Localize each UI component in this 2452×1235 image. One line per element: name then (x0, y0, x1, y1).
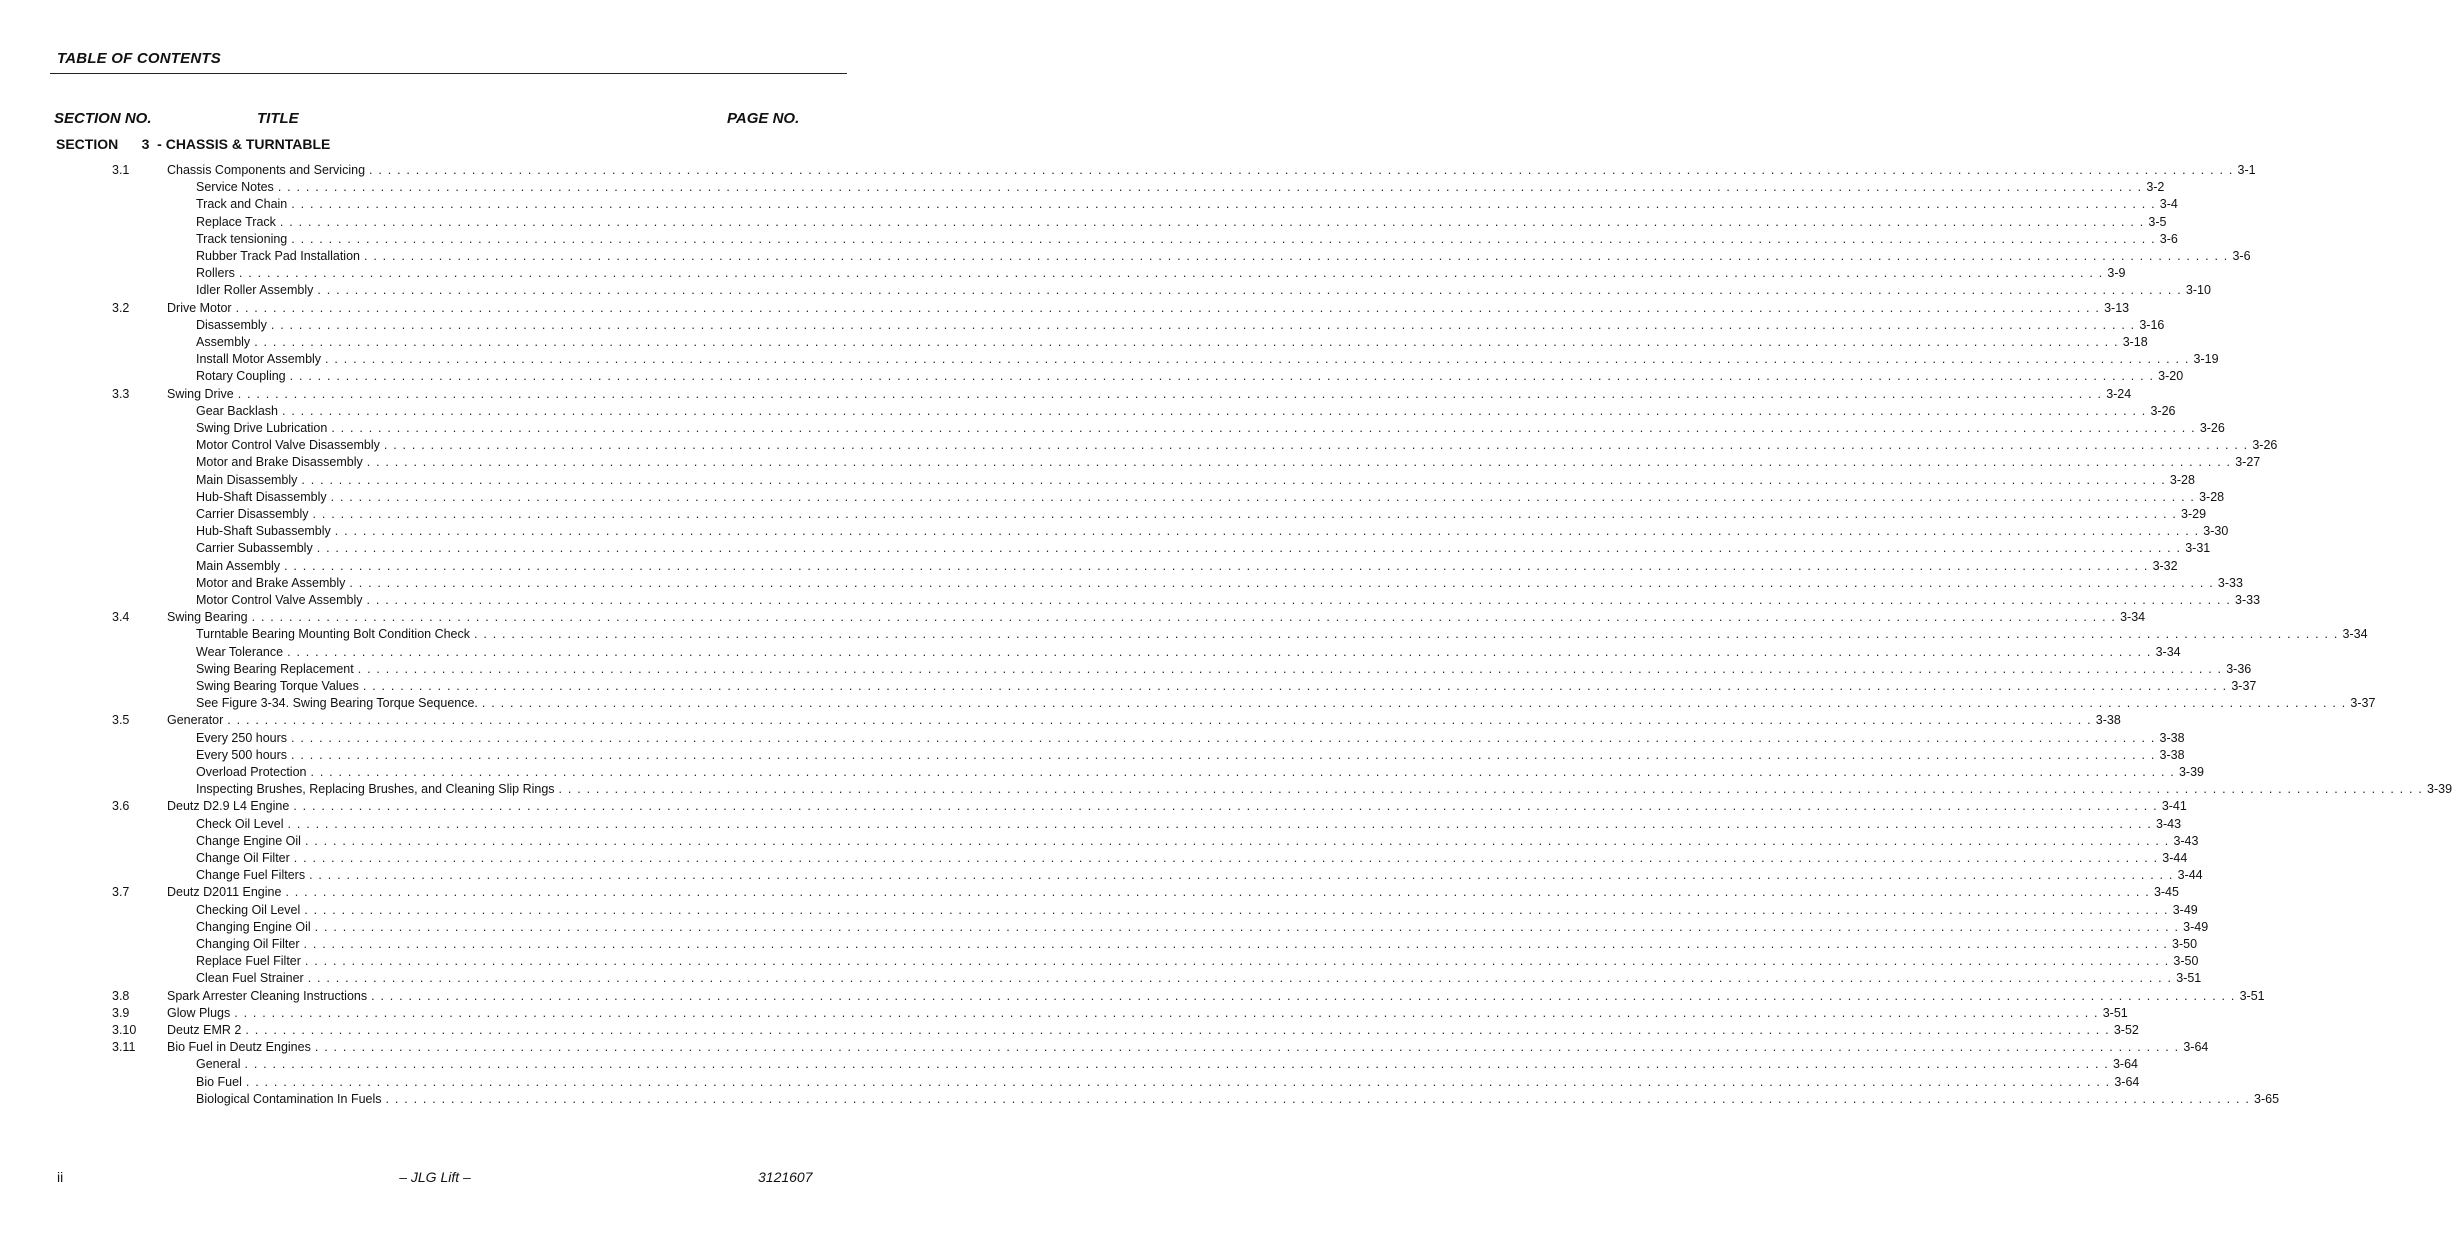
toc-leader-dots: . . . . . . . . . . . . . . . . . . . . . . . . . . . . . . . . . . . . . . . . . . . . . . . . . . . . . . . . . . . . . . . . . . . . . . . . . . . . . . . . . . . . . . . . . . . . . . . . . . . . . . . . . . . . . . . . . . . . . . . . . . . . . . . . . . . . . . . . . . . . . . . . . . . . . . . . . . . . . . . . . . . . . . . . . . . . . . . . . . . . . . . . . . . . . . . . . . . . . . . . (244, 1057, 2109, 1072)
toc-entry-title: Deutz EMR 2 (167, 1022, 245, 1039)
section-label: SECTION (56, 136, 119, 152)
toc-entry-page: 3-39 (2178, 765, 2205, 779)
toc-entry-title: Rotary Coupling (196, 368, 290, 385)
footer-publisher: – JLG Lift – (399, 1169, 471, 1185)
toc-entry-title: Swing Bearing Torque Values (196, 678, 363, 695)
toc-leader-dots: . . . . . . . . . . . . . . . . . . . . . . . . . . . . . . . . . . . . . . . . . . . . . . . . . . . . . . . . . . . . . . . . . . . . . . . . . . . . . . . . . . . . . . . . . . . . . . . . . . . . . . . . . . . . . . . . . . . . . . . . . . . . . . . . . . . . . . . . . . . . . . . . . . . . . . . . . . . . . . . . . . . . . . . . . . . . . . . . . . . . . . . . . . . . . . . . . . . . . . . . (481, 696, 2347, 711)
toc-entry[interactable] (0, 351, 2219, 368)
toc-entry[interactable] (0, 902, 2198, 919)
toc-entry-number: 3.11 (112, 1040, 136, 1055)
toc-leader-dots: . . . . . . . . . . . . . . . . . . . . . . . . . . . . . . . . . . . . . . . . . . . . . . . . . . . . . . . . . . . . . . . . . . . . . . . . . . . . . . . . . . . . . . . . . . . . . . . . . . . . . . . . . . . . . . . . . . . . . . . . . . . . . . . . . . . . . . . . . . . . . . . . . . . . . . . . . . . . . . . . . . . . . . . . . . . . . . . . . . . . . . . . . . . . . . . . . . . . . . . . (303, 937, 2169, 951)
toc-leader-dots: . . . . . . . . . . . . . . . . . . . . . . . . . . . . . . . . . . . . . . . . . . . . . . . . . . . . . . . . . . . . . . . . . . . . . . . . . . . . . . . . . . . . . . . . . . . . . . . . . . . . . . . . . . . . . . . . . . . . . . . . . . . . . . . . . . . . . . . . . . . . . . . . . . . . . . . . . . . . . . . . . . . . . . . . . . . . . . . . . . . . . . . . . . . . . . . . . . . . . . . . (227, 713, 2092, 728)
toc-entry-page: 3-13 (2104, 300, 2130, 315)
footer-document-number: 3121607 (758, 1169, 813, 1185)
toc-entry[interactable] (0, 747, 2185, 764)
toc-entry-page: 3-44 (2177, 868, 2203, 883)
toc-leader-dots: . . . . . . . . . . . . . . . . . . . . . . . . . . . . . . . . . . . . . . . . . . . . . . . . . . . . . . . . . . . . . . . . . . . . . . . . . . . . . . . . . . . . . . . . . . . . . . . . . . . . . . . . . . . . . . . . . . . . . . . . . . . . . . . . . . . . . . . . . . . . . . . . . . . . . . . . . . . . . . . . . . . . . . . . . . . . . . . . . . . . . . . . . . . . . . . . . . . . . . . . (284, 558, 2149, 573)
toc-entry[interactable] (0, 248, 2251, 265)
toc-entry-page: 3-10 (2185, 283, 2211, 298)
toc-entry-title: Changing Oil Filter (196, 936, 304, 953)
toc-entry[interactable] (0, 1005, 2128, 1022)
toc-entry-page: 3-41 (2161, 799, 2187, 814)
toc-entry[interactable] (0, 953, 2199, 970)
toc-leader-dots: . . . . . . . . . . . . . . . . . . . . . . . . . . . . . . . . . . . . . . . . . . . . . . . . . . . . . . . . . . . . . . . . . . . . . . . . . . . . . . . . . . . . . . . . . . . . . . . . . . . . . . . . . . . . . . . . . . . . . . . . . . . . . . . . . . . . . . . . . . . . . . . . . . . . . . . . . . . . . . . . . . . . . . . . . . . . . . . . . . . . . . . . . . . . . . . . . . . . . . . . (558, 782, 2424, 797)
toc-entry-page: 3-50 (2173, 954, 2199, 969)
toc-entry[interactable] (0, 300, 2130, 317)
toc-entry[interactable] (0, 970, 2202, 987)
toc-entry-title: Track tensioning (196, 231, 291, 248)
footer-page-number: ii (57, 1169, 64, 1185)
toc-entry-number: 3.9 (112, 1005, 130, 1020)
toc-entry[interactable] (0, 884, 2179, 901)
toc-entry[interactable] (0, 867, 2203, 884)
toc-entry-title: Track and Chain (196, 196, 291, 213)
toc-entry-title: Generator (167, 712, 227, 729)
toc-leader-dots: . . . . . . . . . . . . . . . . . . . . . . . . . . . . . . . . . . . . . . . . . . . . . . . . . . . . . . . . . . . . . . . . . . . . . . . . . . . . . . . . . . . . . . . . . . . . . . . . . . . . . . . . . . . . . . . . . . . . . . . . . . . . . . . . . . . . . . . . . . . . . . . . . . . . . . . . . . . . . . . . . . . . . . . . . . . . . . . . . . . . . . . . . . . . . . . . . . . . . . . . (245, 1074, 2111, 1089)
toc-leader-dots: . . . . . . . . . . . . . . . . . . . . . . . . . . . . . . . . . . . . . . . . . . . . . . . . . . . . . . . . . . . . . . . . . . . . . . . . . . . . . . . . . . . . . . . . . . . . . . . . . . . . . . . . . . . . . . . . . . . . . . . . . . . . . . . . . . . . . . . . . . . . . . . . . . . . . . . . . . . . . . . . . . . . . . . . . . . . . . . . . . . . . . . . . . . . . . . . . . . . . . . . (234, 1005, 2099, 1020)
toc-entry[interactable] (0, 1074, 2140, 1091)
toc-entry-page: 3-6 (2159, 231, 2178, 246)
toc-entry-page: 3-30 (2203, 524, 2229, 539)
toc-entry[interactable] (0, 1039, 2209, 1056)
toc-leader-dots: . . . . . . . . . . . . . . . . . . . . . . . . . . . . . . . . . . . . . . . . . . . . . . . . . . . . . . . . . . . . . . . . . . . . . . . . . . . . . . . . . . . . . . . . . . . . . . . . . . . . . . . . . . . . . . . . . . . . . . . . . . . . . . . . . . . . . . . . . . . . . . . . . . . . . . . . . . . . . . . . . . . . . . . . . . . . . . . . . . . . . . . . . . . . . . . . . . . . . . . . (314, 1040, 2180, 1055)
toc-leader-dots: . . . . . . . . . . . . . . . . . . . . . . . . . . . . . . . . . . . . . . . . . . . . . . . . . . . . . . . . . . . . . . . . . . . . . . . . . . . . . . . . . . . . . . . . . . . . . . . . . . . . . . . . . . . . . . . . . . . . . . . . . . . . . . . . . . . . . . . . . . . . . . . . . . . . . . . . . . . . . . . . . . . . . . . . . . . . . . . . . . . . . . . . . . . . . . . . . . . . . . . . (301, 472, 2166, 487)
toc-entry-title: Drive Motor (167, 300, 236, 317)
toc-entry-title: Hub-Shaft Disassembly (196, 489, 331, 506)
toc-entry-title: Bio Fuel in Deutz Engines (167, 1039, 315, 1056)
toc-entry[interactable] (0, 850, 2188, 867)
toc-entry-page: 3-64 (2112, 1057, 2139, 1072)
toc-leader-dots: . . . . . . . . . . . . . . . . . . . . . . . . . . . . . . . . . . . . . . . . . . . . . . . . . . . . . . . . . . . . . . . . . . . . . . . . . . . . . . . . . . . . . . . . . . . . . . . . . . . . . . . . . . . . . . . . . . . . . . . . . . . . . . . . . . . . . . . . . . . . . . . . . . . . . . . . . . . . . . . . . . . . . . . . . . . . . . . . . . . . . . . . . . . . . . . . . . . . . . . . (304, 902, 2169, 917)
toc-entry-page: 3-39 (2427, 782, 2452, 797)
toc-entry-title: Motor Control Valve Disassembly (196, 437, 384, 454)
toc-entry[interactable] (0, 592, 2261, 609)
toc-entry-page: 3-49 (2183, 919, 2209, 934)
toc-entry-number: 3.8 (112, 988, 130, 1003)
toc-entry-title: Hub-Shaft Subassembly (196, 523, 335, 540)
toc-leader-dots: . . . . . . . . . . . . . . . . . . . . . . . . . . . . . . . . . . . . . . . . . . . . . . . . . . . . . . . . . . . . . . . . . . . . . . . . . . . . . . . . . . . . . . . . . . . . . . . . . . . . . . . . . . . . . . . . . . . . . . . . . . . . . . . . . . . . . . . . . . . . . . . . . . . . . . . . . . . . . . . . . . . . . . . . . . . . . . . . . . . . . . . . . . . . . . . . . . . . . . . . (366, 593, 2231, 607)
toc-leader-dots: . . . . . . . . . . . . . . . . . . . . . . . . . . . . . . . . . . . . . . . . . . . . . . . . . . . . . . . . . . . . . . . . . . . . . . . . . . . . . . . . . . . . . . . . . . . . . . . . . . . . . . . . . . . . . . . . . . . . . . . . . . . . . . . . . . . . . . . . . . . . . . . . . . . . . . . . . . . . . . . . . . . . . . . . . . . . . . . . . . . . . . . . . . . . . . . . . . . . . . . . (251, 610, 2117, 625)
toc-entry[interactable] (0, 403, 2176, 420)
toc-entry-title: Motor Control Valve Assembly (196, 592, 367, 609)
toc-leader-dots: . . . . . . . . . . . . . . . . . . . . . . . . . . . . . . . . . . . . . . . . . . . . . . . . . . . . . . . . . . . . . . . . . . . . . . . . . . . . . . . . . . . . . . . . . . . . . . . . . . . . . . . . . . . . . . . . . . . . . . . . . . . . . . . . . . . . . . . . . . . . . . . . . . . . . . . . . . . . . . . . . . . . . . . . . . . . . . . . . . . . . . . . . . . . . . . . . . . . . . . . (316, 541, 2182, 556)
toc-entry[interactable] (0, 489, 2225, 506)
toc-entry-number: 3.4 (112, 610, 130, 625)
section-title: - CHASSIS & TURNTABLE (157, 136, 331, 152)
toc-entry-title: General (196, 1056, 244, 1073)
toc-entry-page: 3-51 (2176, 971, 2202, 986)
toc-leader-dots: . . . . . . . . . . . . . . . . . . . . . . . . . . . . . . . . . . . . . . . . . . . . . . . . . . . . . . . . . . . . . . . . . . . . . . . . . . . . . . . . . . . . . . . . . . . . . . . . . . . . . . . . . . . . . . . . . . . . . . . . . . . . . . . . . . . . . . . . . . . . . . . . . . . . . . . . . . . . . . . . . . . . . . . . . . . . . . . . . . . . . . . . . . . . . . . . . . . . . . . . (291, 231, 2156, 246)
toc-entry[interactable] (0, 506, 2207, 523)
toc-entry-page: 3-37 (2350, 696, 2376, 711)
toc-entry-page: 3-26 (2150, 403, 2176, 418)
toc-entry[interactable] (0, 609, 2146, 626)
toc-leader-dots: . . . . . . . . . . . . . . . . . . . . . . . . . . . . . . . . . . . . . . . . . . . . . . . . . . . . . . . . . . . . . . . . . . . . . . . . . . . . . . . . . . . . . . . . . . . . . . . . . . . . . . . . . . . . . . . . . . . . . . . . . . . . . . . . . . . . . . . . . . . . . . . . . . . . . . . . . . . . . . . . . . . . . . . . . . . . . . . . . . . . . . . . . . . . . . . . . . . . . . . . (277, 180, 2143, 195)
toc-entry[interactable] (0, 196, 2178, 213)
toc-entry-page: 3-28 (2199, 489, 2225, 504)
toc-entry-title: Idler Roller Assembly (196, 282, 317, 299)
toc-entry[interactable] (0, 626, 2368, 643)
toc-entry-page: 3-45 (2153, 885, 2179, 900)
toc-leader-dots: . . . . . . . . . . . . . . . . . . . . . . . . . . . . . . . . . . . . . . . . . . . . . . . . . . . . . . . . . . . . . . . . . . . . . . . . . . . . . . . . . . . . . . . . . . . . . . . . . . . . . . . . . . . . . . . . . . . . . . . . . . . . . . . . . . . . . . . . . . . . . . . . . . . . . . . . . . . . . . . . . . . . . . . . . . . . . . . . . . . . . . . . . . . . . . . . . . . . . . . . (293, 851, 2159, 865)
toc-entry-title: Motor and Brake Assembly (196, 575, 349, 592)
toc-leader-dots: . . . . . . . . . . . . . . . . . . . . . . . . . . . . . . . . . . . . . . . . . . . . . . . . . . . . . . . . . . . . . . . . . . . . . . . . . . . . . . . . . . . . . . . . . . . . . . . . . . . . . . . . . . . . . . . . . . . . . . . . . . . . . . . . . . . . . . . . . . . . . . . . . . . . . . . . . . . . . . . . . . . . . . . . . . . . . . . . . . . . . . . . . . . . . . . . . . . . . . . . (287, 816, 2153, 831)
toc-entry-page: 3-51 (2102, 1005, 2128, 1020)
toc-entry[interactable] (0, 420, 2225, 437)
toc-entry-page: 3-16 (2139, 317, 2165, 332)
toc-entry-title: Glow Plugs (167, 1005, 234, 1022)
toc-entry-number: 3.1 (112, 163, 130, 177)
toc-leader-dots: . . . . . . . . . . . . . . . . . . . . . . . . . . . . . . . . . . . . . . . . . . . . . . . . . . . . . . . . . . . . . . . . . . . . . . . . . . . . . . . . . . . . . . . . . . . . . . . . . . . . . . . . . . . . . . . . . . . . . . . . . . . . . . . . . . . . . . . . . . . . . . . . . . . . . . . . . . . . . . . . . . . . . . . . . . . . . . . . . . . . . . . . . . . . . . . . . . . . . . . . (291, 747, 2156, 762)
toc-leader-dots: . . . . . . . . . . . . . . . . . . . . . . . . . . . . . . . . . . . . . . . . . . . . . . . . . . . . . . . . . . . . . . . . . . . . . . . . . . . . . . . . . . . . . . . . . . . . . . . . . . . . . . . . . . . . . . . . . . . . . . . . . . . . . . . . . . . . . . . . . . . . . . . . . . . . . . . . . . . . . . . . . . . . . . . . . . . . . . . . . . . . . . . . . . . . . . . . . . . . . . . . (314, 919, 2180, 934)
section-number: 3 (141, 136, 150, 152)
toc-entry-title: Overload Protection (196, 764, 310, 781)
toc-leader-dots: . . . . . . . . . . . . . . . . . . . . . . . . . . . . . . . . . . . . . . . . . . . . . . . . . . . . . . . . . . . . . . . . . . . . . . . . . . . . . . . . . . . . . . . . . . . . . . . . . . . . . . . . . . . . . . . . . . . . . . . . . . . . . . . . . . . . . . . . . . . . . . . . . . . . . . . . . . . . . . . . . . . . . . . . . . . . . . . . . . . . . . . . . . . . . . . . . . . . . . . . (371, 988, 2236, 1003)
toc-leader-dots: . . . . . . . . . . . . . . . . . . . . . . . . . . . . . . . . . . . . . . . . . . . . . . . . . . . . . . . . . . . . . . . . . . . . . . . . . . . . . . . . . . . . . . . . . . . . . . . . . . . . . . . . . . . . . . . . . . . . . . . . . . . . . . . . . . . . . . . . . . . . . . . . . . . . . . . . . . . . . . . . . . . . . . . . . . . . . . . . . . . . . . . . . . . . . . . . . . . . . . . . (383, 438, 2249, 453)
toc-entry-page: 3-5 (2148, 214, 2167, 229)
column-heading-title: TITLE (257, 110, 299, 127)
toc-entry[interactable] (0, 712, 2121, 729)
toc-entry-page: 3-28 (2169, 472, 2195, 487)
toc-entry[interactable] (0, 334, 2148, 351)
toc-entry-page: 3-34 (2342, 627, 2368, 642)
toc-entry-title: Rubber Track Pad Installation (196, 248, 364, 265)
toc-entry-page: 3-26 (2252, 438, 2278, 453)
toc-entry[interactable] (0, 540, 2211, 557)
column-heading-page: PAGE NO. (727, 110, 800, 127)
toc-leader-dots: . . . . . . . . . . . . . . . . . . . . . . . . . . . . . . . . . . . . . . . . . . . . . . . . . . . . . . . . . . . . . . . . . . . . . . . . . . . . . . . . . . . . . . . . . . . . . . . . . . . . . . . . . . . . . . . . . . . . . . . . . . . . . . . . . . . . . . . . . . . . . . . . . . . . . . . . . . . . . . . . . . . . . . . . . . . . . . . . . . . . . . . . . . . . . . . . . . . . . . . . (270, 317, 2136, 332)
toc-entry-title: Rollers (196, 265, 239, 282)
toc-entry[interactable] (0, 214, 2167, 231)
toc-entry-title: Replace Fuel Filter (196, 953, 305, 970)
toc-leader-dots: . . . . . . . . . . . . . . . . . . . . . . . . . . . . . . . . . . . . . . . . . . . . . . . . . . . . . . . . . . . . . . . . . . . . . . . . . . . . . . . . . . . . . . . . . . . . . . . . . . . . . . . . . . . . . . . . . . . . . . . . . . . . . . . . . . . . . . . . . . . . . . . . . . . . . . . . . . . . . . . . . . . . . . . . . . . . . . . . . . . . . . . . . . . . . . . . . . . . . . . . (385, 1091, 2251, 1106)
toc-entry[interactable] (0, 179, 2165, 196)
toc-entry-title: Disassembly (196, 317, 271, 334)
toc-entry-title: Motor and Brake Disassembly (196, 454, 367, 471)
toc-entry-page: 3-49 (2172, 902, 2198, 917)
toc-entry-number: 3.5 (112, 713, 130, 728)
toc-leader-dots: . . . . . . . . . . . . . . . . . . . . . . . . . . . . . . . . . . . . . . . . . . . . . . . . . . . . . . . . . . . . . . . . . . . . . . . . . . . . . . . . . . . . . . . . . . . . . . . . . . . . . . . . . . . . . . . . . . . . . . . . . . . . . . . . . . . . . . . . . . . . . . . . . . . . . . . . . . . . . . . . . . . . . . . . . . . . . . . . . . . . . . . . . . . . . . . . . . . . . . . . (309, 868, 2174, 883)
toc-entry-title: Biological Contamination In Fuels (196, 1091, 386, 1108)
toc-leader-dots: . . . . . . . . . . . . . . . . . . . . . . . . . . . . . . . . . . . . . . . . . . . . . . . . . . . . . . . . . . . . . . . . . . . . . . . . . . . . . . . . . . . . . . . . . . . . . . . . . . . . . . . . . . . . . . . . . . . . . . . . . . . . . . . . . . . . . . . . . . . . . . . . . . . . . . . . . . . . . . . . . . . . . . . . . . . . . . . . . . . . . . . . . . . . . . . . . . . . . . . . (357, 661, 2223, 676)
toc-entry-title: Chassis Components and Servicing (167, 162, 369, 179)
toc-entry[interactable] (0, 798, 2187, 815)
toc-entry-page: 3-43 (2173, 833, 2199, 848)
toc-entry-title: Clean Fuel Strainer (196, 970, 308, 987)
toc-leader-dots: . . . . . . . . . . . . . . . . . . . . . . . . . . . . . . . . . . . . . . . . . . . . . . . . . . . . . . . . . . . . . . . . . . . . . . . . . . . . . . . . . . . . . . . . . . . . . . . . . . . . . . . . . . . . . . . . . . . . . . . . . . . . . . . . . . . . . . . . . . . . . . . . . . . . . . . . . . . . . . . . . . . . . . . . . . . . . . . . . . . . . . . . . . . . . . . . . . . . . . . . (325, 352, 2190, 367)
toc-leader-dots: . . . . . . . . . . . . . . . . . . . . . . . . . . . . . . . . . . . . . . . . . . . . . . . . . . . . . . . . . . . . . . . . . . . . . . . . . . . . . . . . . . . . . . . . . . . . . . . . . . . . . . . . . . . . . . . . . . . . . . . . . . . . . . . . . . . . . . . . . . . . . . . . . . . . . . . . . . . . . . . . . . . . . . . . . . . . . . . . . . . . . . . . . . . . . . . . . . . . . . . . (304, 954, 2170, 969)
toc-entry[interactable] (0, 437, 2278, 454)
toc-entry[interactable] (0, 386, 2132, 403)
toc-entry-number: 3.3 (112, 386, 130, 401)
toc-entry-page: 3-2 (2146, 180, 2165, 195)
toc-entry-page: 3-44 (2162, 851, 2188, 865)
toc-entry[interactable] (0, 919, 2209, 936)
toc-entry-page: 3-51 (2239, 988, 2265, 1003)
toc-entry-page: 3-6 (2232, 249, 2251, 263)
toc-entry[interactable] (0, 781, 2452, 798)
toc-entry-page: 3-43 (2156, 816, 2182, 831)
toc-entry-page: 3-1 (2237, 163, 2256, 177)
toc-entry[interactable] (0, 523, 2229, 540)
toc-leader-dots: . . . . . . . . . . . . . . . . . . . . . . . . . . . . . . . . . . . . . . . . . . . . . . . . . . . . . . . . . . . . . . . . . . . . . . . . . . . . . . . . . . . . . . . . . . . . . . . . . . . . . . . . . . . . . . . . . . . . . . . . . . . . . . . . . . . . . . . . . . . . . . . . . . . . . . . . . . . . . . . . . . . . . . . . . . . . . . . . . . . . . . . . . . . . . . . . . . . . . . . . (304, 833, 2170, 848)
toc-entry[interactable] (0, 1056, 2139, 1073)
toc-entry-title: Deutz D2011 Engine (167, 884, 285, 901)
toc-leader-dots: . . . . . . . . . . . . . . . . . . . . . . . . . . . . . . . . . . . . . . . . . . . . . . . . . . . . . . . . . . . . . . . . . . . . . . . . . . . . . . . . . . . . . . . . . . . . . . . . . . . . . . . . . . . . . . . . . . . . . . . . . . . . . . . . . . . . . . . . . . . . . . . . . . . . . . . . . . . . . . . . . . . . . . . . . . . . . . . . . . . . . . . . . . . . . . . . . . . . . . . . (237, 386, 2103, 401)
toc-entry[interactable] (0, 162, 2256, 179)
toc-entry[interactable] (0, 730, 2185, 747)
toc-entry-title: Carrier Subassembly (196, 540, 317, 557)
toc-entry-number: 3.6 (112, 799, 130, 814)
toc-entry-title: Swing Bearing Replacement (196, 661, 358, 678)
toc-entry-title: Turntable Bearing Mounting Bolt Condition Check (196, 626, 474, 643)
toc-leader-dots: . . . . . . . . . . . . . . . . . . . . . . . . . . . . . . . . . . . . . . . . . . . . . . . . . . . . . . . . . . . . . . . . . . . . . . . . . . . . . . . . . . . . . . . . . . . . . . . . . . . . . . . . . . . . . . . . . . . . . . . . . . . . . . . . . . . . . . . . . . . . . . . . . . . . . . . . . . . . . . . . . . . . . . . . . . . . . . . . . . . . . . . . . . . . . . . . . . . . . . . . (310, 765, 2175, 779)
toc-entry-title: Changing Engine Oil (196, 919, 315, 936)
toc-entry-page: 3-50 (2172, 937, 2198, 951)
toc-entry[interactable] (0, 317, 2165, 334)
toc-entry-page: 3-36 (2226, 661, 2252, 676)
toc-entry-page: 3-38 (2095, 713, 2121, 728)
toc-entry-title: Replace Track (196, 214, 280, 231)
toc-entry-title: Change Oil Filter (196, 850, 294, 867)
toc-leader-dots: . . . . . . . . . . . . . . . . . . . . . . . . . . . . . . . . . . . . . . . . . . . . . . . . . . . . . . . . . . . . . . . . . . . . . . . . . . . . . . . . . . . . . . . . . . . . . . . . . . . . . . . . . . . . . . . . . . . . . . . . . . . . . . . . . . . . . . . . . . . . . . . . . . . . . . . . . . . . . . . . . . . . . . . . . . . . . . . . . . . . . . . . . . . . . . . . . . . . . . . . (254, 335, 2119, 349)
toc-entry-title: Swing Drive (167, 386, 238, 403)
toc-entry-page: 3-32 (2152, 558, 2178, 573)
toc-entry[interactable] (0, 661, 2252, 678)
toc-entry-page: 3-27 (2235, 455, 2261, 470)
toc-entry-title: Check Oil Level (196, 816, 288, 833)
toc-entry-title: Service Notes (196, 179, 278, 196)
column-heading-section: SECTION NO. (54, 110, 152, 127)
toc-entry-title: Install Motor Assembly (196, 351, 325, 368)
toc-entry-page: 3-64 (2114, 1074, 2140, 1089)
toc-entry-title: Assembly (196, 334, 254, 351)
toc-leader-dots: . . . . . . . . . . . . . . . . . . . . . . . . . . . . . . . . . . . . . . . . . . . . . . . . . . . . . . . . . . . . . . . . . . . . . . . . . . . . . . . . . . . . . . . . . . . . . . . . . . . . . . . . . . . . . . . . . . . . . . . . . . . . . . . . . . . . . . . . . . . . . . . . . . . . . . . . . . . . . . . . . . . . . . . . . . . . . . . . . . . . . . . . . . . . . . . . . . . . . . . . (334, 524, 2200, 539)
toc-entry-title: Swing Bearing (167, 609, 252, 626)
toc-leader-dots: . . . . . . . . . . . . . . . . . . . . . . . . . . . . . . . . . . . . . . . . . . . . . . . . . . . . . . . . . . . . . . . . . . . . . . . . . . . . . . . . . . . . . . . . . . . . . . . . . . . . . . . . . . . . . . . . . . . . . . . . . . . . . . . . . . . . . . . . . . . . . . . . . . . . . . . . . . . . . . . . . . . . . . . . . . . . . . . . . . . . . . . . . . . . . . . . . . . . . . . . (312, 507, 2178, 521)
toc-entry-page: 3-33 (2235, 593, 2261, 607)
toc-entry[interactable] (0, 472, 2195, 489)
toc-entry-page: 3-64 (2183, 1040, 2209, 1055)
toc-leader-dots: . . . . . . . . . . . . . . . . . . . . . . . . . . . . . . . . . . . . . . . . . . . . . . . . . . . . . . . . . . . . . . . . . . . . . . . . . . . . . . . . . . . . . . . . . . . . . . . . . . . . . . . . . . . . . . . . . . . . . . . . . . . . . . . . . . . . . . . . . . . . . . . . . . . . . . . . . . . . . . . . . . . . . . . . . . . . . . . . . . . . . . . . . . . . . . . . . . . . . . . . (289, 369, 2155, 384)
toc-entry[interactable] (0, 988, 2265, 1005)
toc-entry[interactable] (0, 644, 2181, 661)
toc-entry[interactable] (0, 1091, 2280, 1108)
toc-entry-number: 3.10 (112, 1023, 137, 1037)
toc-leader-dots: . . . . . . . . . . . . . . . . . . . . . . . . . . . . . . . . . . . . . . . . . . . . . . . . . . . . . . . . . . . . . . . . . . . . . . . . . . . . . . . . . . . . . . . . . . . . . . . . . . . . . . . . . . . . . . . . . . . . . . . . . . . . . . . . . . . . . . . . . . . . . . . . . . . . . . . . . . . . . . . . . . . . . . . . . . . . . . . . . . . . . . . . . . . . . . . . . . . . . . . . (291, 730, 2156, 745)
header-rule (50, 73, 847, 74)
toc-entry-page: 3-33 (2217, 575, 2243, 590)
toc-leader-dots: . . . . . . . . . . . . . . . . . . . . . . . . . . . . . . . . . . . . . . . . . . . . . . . . . . . . . . . . . . . . . . . . . . . . . . . . . . . . . . . . . . . . . . . . . . . . . . . . . . . . . . . . . . . . . . . . . . . . . . . . . . . . . . . . . . . . . . . . . . . . . . . . . . . . . . . . . . . . . . . . . . . . . . . . . . . . . . . . . . . . . . . . . . . . . . . . . . . . . . . . (369, 163, 2234, 177)
toc-leader-dots: . . . . . . . . . . . . . . . . . . . . . . . . . . . . . . . . . . . . . . . . . . . . . . . . . . . . . . . . . . . . . . . . . . . . . . . . . . . . . . . . . . . . . . . . . . . . . . . . . . . . . . . . . . . . . . . . . . . . . . . . . . . . . . . . . . . . . . . . . . . . . . . . . . . . . . . . . . . . . . . . . . . . . . . . . . . . . . . . . . . . . . . . . . . . . . . . . . . . . . . . (317, 283, 2182, 298)
toc-entry[interactable] (0, 678, 2257, 695)
toc-entry-title: Deutz D2.9 L4 Engine (167, 798, 293, 815)
toc-leader-dots: . . . . . . . . . . . . . . . . . . . . . . . . . . . . . . . . . . . . . . . . . . . . . . . . . . . . . . . . . . . . . . . . . . . . . . . . . . . . . . . . . . . . . . . . . . . . . . . . . . . . . . . . . . . . . . . . . . . . . . . . . . . . . . . . . . . . . . . . . . . . . . . . . . . . . . . . . . . . . . . . . . . . . . . . . . . . . . . . . . . . . . . . . . . . . . . . . . . . . . . . (331, 421, 2196, 435)
toc-entry[interactable] (0, 936, 2198, 953)
toc-entry-page: 3-24 (2106, 386, 2132, 401)
toc-leader-dots: . . . . . . . . . . . . . . . . . . . . . . . . . . . . . . . . . . . . . . . . . . . . . . . . . . . . . . . . . . . . . . . . . . . . . . . . . . . . . . . . . . . . . . . . . . . . . . . . . . . . . . . . . . . . . . . . . . . . . . . . . . . . . . . . . . . . . . . . . . . . . . . . . . . . . . . . . . . . . . . . . . . . . . . . . . . . . . . . . . . . . . . . . . . . . . . . . . . . . . . . (281, 403, 2147, 418)
toc-entry-page: 3-52 (2113, 1023, 2139, 1037)
toc-entry[interactable] (0, 833, 2199, 850)
toc-leader-dots: . . . . . . . . . . . . . . . . . . . . . . . . . . . . . . . . . . . . . . . . . . . . . . . . . . . . . . . . . . . . . . . . . . . . . . . . . . . . . . . . . . . . . . . . . . . . . . . . . . . . . . . . . . . . . . . . . . . . . . . . . . . . . . . . . . . . . . . . . . . . . . . . . . . . . . . . . . . . . . . . . . . . . . . . . . . . . . . . . . . . . . . . . . . . . . . . . . . . . . . . (238, 266, 2104, 281)
toc-entry-page: 3-20 (2158, 369, 2184, 384)
toc-entry-page: 3-18 (2122, 335, 2148, 349)
toc-entry-title: Spark Arrester Cleaning Instructions (167, 988, 371, 1005)
toc-leader-dots: . . . . . . . . . . . . . . . . . . . . . . . . . . . . . . . . . . . . . . . . . . . . . . . . . . . . . . . . . . . . . . . . . . . . . . . . . . . . . . . . . . . . . . . . . . . . . . . . . . . . . . . . . . . . . . . . . . . . . . . . . . . . . . . . . . . . . . . . . . . . . . . . . . . . . . . . . . . . . . . . . . . . . . . . . . . . . . . . . . . . . . . . . . . . . . . . . . . . . . . . (245, 1023, 2110, 1037)
header-title: TABLE OF CONTENTS (57, 50, 221, 67)
toc-entry-page: 3-9 (2107, 266, 2126, 281)
toc-leader-dots: . . . . . . . . . . . . . . . . . . . . . . . . . . . . . . . . . . . . . . . . . . . . . . . . . . . . . . . . . . . . . . . . . . . . . . . . . . . . . . . . . . . . . . . . . . . . . . . . . . . . . . . . . . . . . . . . . . . . . . . . . . . . . . . . . . . . . . . . . . . . . . . . . . . . . . . . . . . . . . . . . . . . . . . . . . . . . . . . . . . . . . . . . . . . . . . . . . . . . . . . (293, 799, 2158, 814)
toc-entry[interactable] (0, 454, 2261, 471)
toc-entry[interactable] (0, 231, 2178, 248)
toc-entry-title: Every 500 hours (196, 747, 291, 764)
toc-leader-dots: . . . . . . . . . . . . . . . . . . . . . . . . . . . . . . . . . . . . . . . . . . . . . . . . . . . . . . . . . . . . . . . . . . . . . . . . . . . . . . . . . . . . . . . . . . . . . . . . . . . . . . . . . . . . . . . . . . . . . . . . . . . . . . . . . . . . . . . . . . . . . . . . . . . . . . . . . . . . . . . . . . . . . . . . . . . . . . . . . . . . . . . . . . . . . . . . . . . . . . . . (307, 971, 2173, 986)
toc-entry-title: Main Disassembly (196, 472, 301, 489)
toc-entry-page: 3-31 (2185, 541, 2211, 556)
toc-entry-number: 3.7 (112, 885, 130, 900)
toc-leader-dots: . . . . . . . . . . . . . . . . . . . . . . . . . . . . . . . . . . . . . . . . . . . . . . . . . . . . . . . . . . . . . . . . . . . . . . . . . . . . . . . . . . . . . . . . . . . . . . . . . . . . . . . . . . . . . . . . . . . . . . . . . . . . . . . . . . . . . . . . . . . . . . . . . . . . . . . . . . . . . . . . . . . . . . . . . . . . . . . . . . . . . . . . . . . . . . . . . . . . . . . . (291, 197, 2156, 212)
toc-entry[interactable] (0, 368, 2184, 385)
toc-entry[interactable] (0, 695, 2376, 712)
toc-entry-page: 3-29 (2181, 507, 2207, 521)
toc-leader-dots: . . . . . . . . . . . . . . . . . . . . . . . . . . . . . . . . . . . . . . . . . . . . . . . . . . . . . . . . . . . . . . . . . . . . . . . . . . . . . . . . . . . . . . . . . . . . . . . . . . . . . . . . . . . . . . . . . . . . . . . . . . . . . . . . . . . . . . . . . . . . . . . . . . . . . . . . . . . . . . . . . . . . . . . . . . . . . . . . . . . . . . . . . . . . . . . . . . . . . . . . (235, 300, 2101, 315)
toc-leader-dots: . . . . . . . . . . . . . . . . . . . . . . . . . . . . . . . . . . . . . . . . . . . . . . . . . . . . . . . . . . . . . . . . . . . . . . . . . . . . . . . . . . . . . . . . . . . . . . . . . . . . . . . . . . . . . . . . . . . . . . . . . . . . . . . . . . . . . . . . . . . . . . . . . . . . . . . . . . . . . . . . . . . . . . . . . . . . . . . . . . . . . . . . . . . . . . . . . . . . . . . . (330, 489, 2196, 504)
toc-entry-page: 3-38 (2159, 730, 2185, 745)
toc-entry-page: 3-34 (2120, 610, 2146, 625)
toc-entry-title: Inspecting Brushes, Replacing Brushes, and Cleaning Slip Rings (196, 781, 559, 798)
toc-leader-dots: . . . . . . . . . . . . . . . . . . . . . . . . . . . . . . . . . . . . . . . . . . . . . . . . . . . . . . . . . . . . . . . . . . . . . . . . . . . . . . . . . . . . . . . . . . . . . . . . . . . . . . . . . . . . . . . . . . . . . . . . . . . . . . . . . . . . . . . . . . . . . . . . . . . . . . . . . . . . . . . . . . . . . . . . . . . . . . . . . . . . . . . . . . . . . . . . . . . . . . . . (287, 644, 2152, 659)
toc-entry[interactable] (0, 282, 2211, 299)
toc-leader-dots: . . . . . . . . . . . . . . . . . . . . . . . . . . . . . . . . . . . . . . . . . . . . . . . . . . . . . . . . . . . . . . . . . . . . . . . . . . . . . . . . . . . . . . . . . . . . . . . . . . . . . . . . . . . . . . . . . . . . . . . . . . . . . . . . . . . . . . . . . . . . . . . . . . . . . . . . . . . . . . . . . . . . . . . . . . . . . . . . . . . . . . . . . . . . . . . . . . . . . . . . (474, 627, 2339, 642)
toc-leader-dots: . . . . . . . . . . . . . . . . . . . . . . . . . . . . . . . . . . . . . . . . . . . . . . . . . . . . . . . . . . . . . . . . . . . . . . . . . . . . . . . . . . . . . . . . . . . . . . . . . . . . . . . . . . . . . . . . . . . . . . . . . . . . . . . . . . . . . . . . . . . . . . . . . . . . . . . . . . . . . . . . . . . . . . . . . . . . . . . . . . . . . . . . . . . . . . . . . . . . . . . . (279, 214, 2145, 229)
toc-entry-title: Every 250 hours (196, 730, 291, 747)
toc-entry-number: 3.2 (112, 300, 130, 315)
toc-entry-page: 3-37 (2231, 679, 2257, 693)
toc-entry-page: 3-38 (2159, 747, 2185, 762)
toc-entry-title: Carrier Disassembly (196, 506, 313, 523)
toc-entry-page: 3-34 (2155, 644, 2181, 659)
toc-entry-title: Checking Oil Level (196, 902, 304, 919)
toc-entry-title: Wear Tolerance (196, 644, 287, 661)
toc-entry-title: Gear Backlash (196, 403, 282, 420)
toc-leader-dots: . . . . . . . . . . . . . . . . . . . . . . . . . . . . . . . . . . . . . . . . . . . . . . . . . . . . . . . . . . . . . . . . . . . . . . . . . . . . . . . . . . . . . . . . . . . . . . . . . . . . . . . . . . . . . . . . . . . . . . . . . . . . . . . . . . . . . . . . . . . . . . . . . . . . . . . . . . . . . . . . . . . . . . . . . . . . . . . . . . . . . . . . . . . . . . . . . . . . . . . . (362, 679, 2228, 693)
toc-entry-title: Change Fuel Filters (196, 867, 309, 884)
toc-entry-title: Bio Fuel (196, 1074, 246, 1091)
toc-entry[interactable] (0, 816, 2182, 833)
toc-entry-title: See Figure 3-34. Swing Bearing Torque Sequence. (196, 695, 482, 712)
toc-leader-dots: . . . . . . . . . . . . . . . . . . . . . . . . . . . . . . . . . . . . . . . . . . . . . . . . . . . . . . . . . . . . . . . . . . . . . . . . . . . . . . . . . . . . . . . . . . . . . . . . . . . . . . . . . . . . . . . . . . . . . . . . . . . . . . . . . . . . . . . . . . . . . . . . . . . . . . . . . . . . . . . . . . . . . . . . . . . . . . . . . . . . . . . . . . . . . . . . . . . . . . . . (363, 249, 2229, 263)
toc-entry-page: 3-65 (2254, 1091, 2280, 1106)
section-heading (56, 136, 330, 152)
toc-entry-page: 3-4 (2159, 197, 2178, 212)
toc-entry[interactable] (0, 764, 2205, 781)
toc-entry-page: 3-19 (2193, 352, 2219, 367)
toc-leader-dots: . . . . . . . . . . . . . . . . . . . . . . . . . . . . . . . . . . . . . . . . . . . . . . . . . . . . . . . . . . . . . . . . . . . . . . . . . . . . . . . . . . . . . . . . . . . . . . . . . . . . . . . . . . . . . . . . . . . . . . . . . . . . . . . . . . . . . . . . . . . . . . . . . . . . . . . . . . . . . . . . . . . . . . . . . . . . . . . . . . . . . . . . . . . . . . . . . . . . . . . . (285, 885, 2150, 900)
toc-entry[interactable] (0, 575, 2243, 592)
toc-entry-title: Change Engine Oil (196, 833, 305, 850)
toc-entry[interactable] (0, 558, 2178, 575)
toc-entry[interactable] (0, 1022, 2139, 1039)
toc-entry-title: Swing Drive Lubrication (196, 420, 331, 437)
toc-entry[interactable] (0, 265, 2126, 282)
toc-leader-dots: . . . . . . . . . . . . . . . . . . . . . . . . . . . . . . . . . . . . . . . . . . . . . . . . . . . . . . . . . . . . . . . . . . . . . . . . . . . . . . . . . . . . . . . . . . . . . . . . . . . . . . . . . . . . . . . . . . . . . . . . . . . . . . . . . . . . . . . . . . . . . . . . . . . . . . . . . . . . . . . . . . . . . . . . . . . . . . . . . . . . . . . . . . . . . . . . . . . . . . . . (366, 455, 2232, 470)
toc-leader-dots: . . . . . . . . . . . . . . . . . . . . . . . . . . . . . . . . . . . . . . . . . . . . . . . . . . . . . . . . . . . . . . . . . . . . . . . . . . . . . . . . . . . . . . . . . . . . . . . . . . . . . . . . . . . . . . . . . . . . . . . . . . . . . . . . . . . . . . . . . . . . . . . . . . . . . . . . . . . . . . . . . . . . . . . . . . . . . . . . . . . . . . . . . . . . . . . . . . . . . . . . (349, 575, 2214, 590)
toc-entry-title: Main Assembly (196, 558, 284, 575)
toc-entry-page: 3-26 (2199, 421, 2225, 435)
